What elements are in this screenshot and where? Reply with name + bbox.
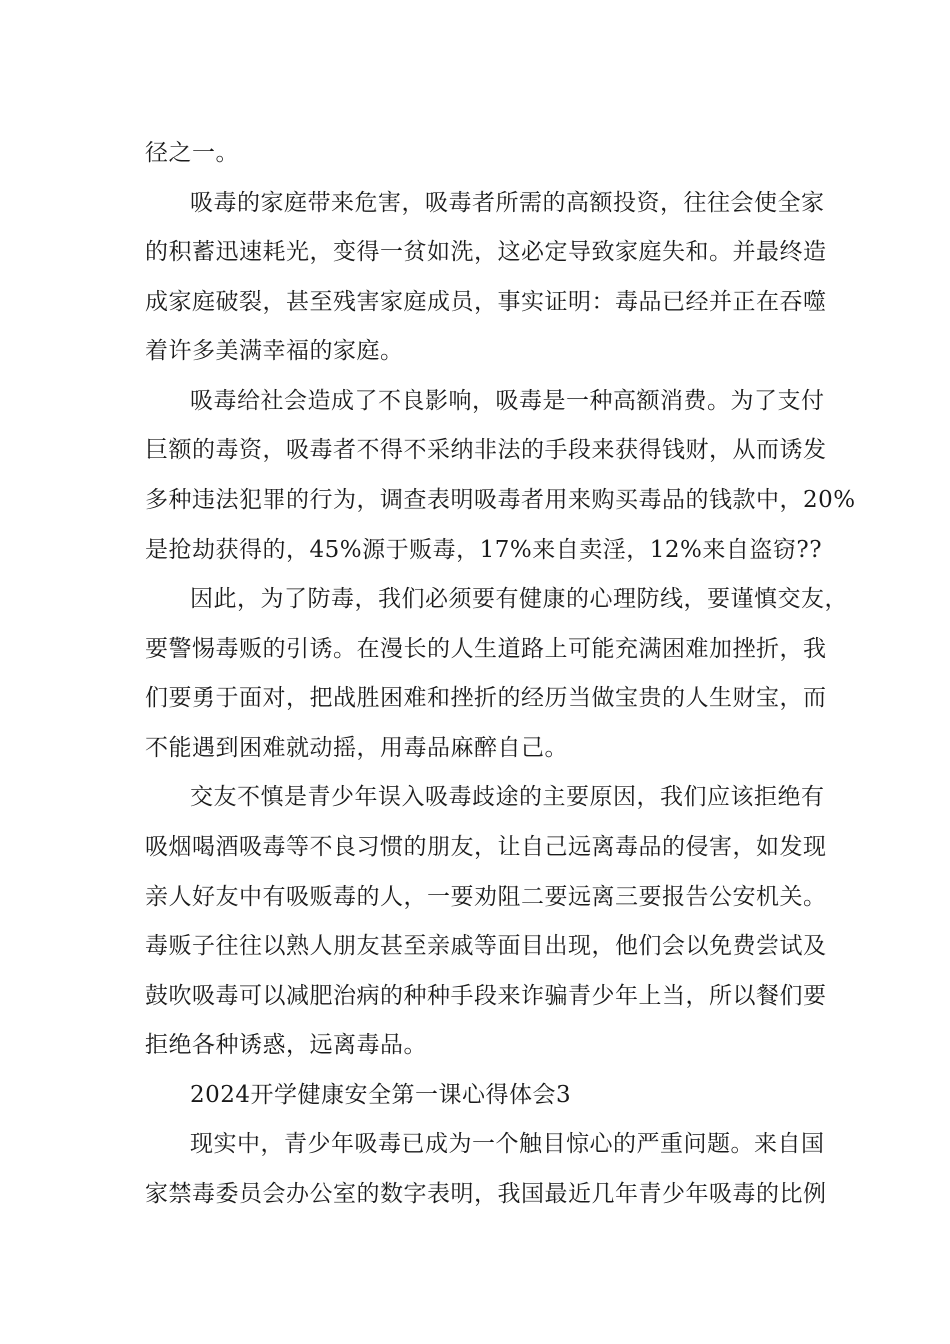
text-line: 拒绝各种诱惑，远离毒品。 [145,1032,427,1058]
paragraph-first-line: 因此，为了防毒，我们必须要有健康的心理防线，要谨慎交友， [190,586,848,612]
text-line: 的积蓄迅速耗光，变得一贫如洗，这必定导致家庭失和。并最终造 [145,239,827,265]
paragraph-first-line: 交友不慎是青少年误入吸毒歧途的主要原因，我们应该拒绝有 [190,784,825,810]
text-line: 鼓吹吸毒可以减肥治病的种种手段来诈骗青少年上当，所以餐们要 [145,983,827,1009]
text-line: 们要勇于面对，把战胜困难和挫折的经历当做宝贵的人生财宝，而 [145,685,827,711]
text-line: 径之一。 [145,140,239,166]
paragraph-first-line: 现实中，青少年吸毒已成为一个触目惊心的严重问题。来自国 [190,1131,825,1157]
paragraph-first-line: 吸毒的家庭带来危害，吸毒者所需的高额投资，往往会使全家 [190,190,825,216]
paragraph-first-line: 吸毒给社会造成了不良影响，吸毒是一种高额消费。为了支付 [190,388,825,414]
text-line: 成家庭破裂，甚至残害家庭成员，事实证明：毒品已经并正在吞噬 [145,289,827,315]
text-line: 巨额的毒资，吸毒者不得不采纳非法的手段来获得钱财，从而诱发 [145,437,827,463]
text-line: 是抢劫获得的，45%源于贩毒，17%来自卖淫，12%来自盗窃?? [145,537,823,563]
section-heading: 2024开学健康安全第一课心得体会3 [190,1082,572,1108]
text-line: 不能遇到困难就动摇，用毒品麻醉自己。 [145,735,568,761]
text-line: 要警惕毒贩的引诱。在漫长的人生道路上可能充满困难加挫折，我 [145,636,827,662]
text-line: 家禁毒委员会办公室的数字表明，我国最近几年青少年吸毒的比例 [145,1181,827,1207]
text-line: 亲人好友中有吸贩毒的人，一要劝阻二要远离三要报告公安机关。 [145,884,827,910]
text-line: 吸烟喝酒吸毒等不良习惯的朋友，让自己远离毒品的侵害，如发现 [145,834,827,860]
text-line: 多种违法犯罪的行为，调查表明吸毒者用来购买毒品的钱款中，20% [145,487,856,513]
text-line: 毒贩子往往以熟人朋友甚至亲戚等面目出现，他们会以免费尝试及 [145,933,827,959]
text-line: 着许多美满幸福的家庭。 [145,338,404,364]
